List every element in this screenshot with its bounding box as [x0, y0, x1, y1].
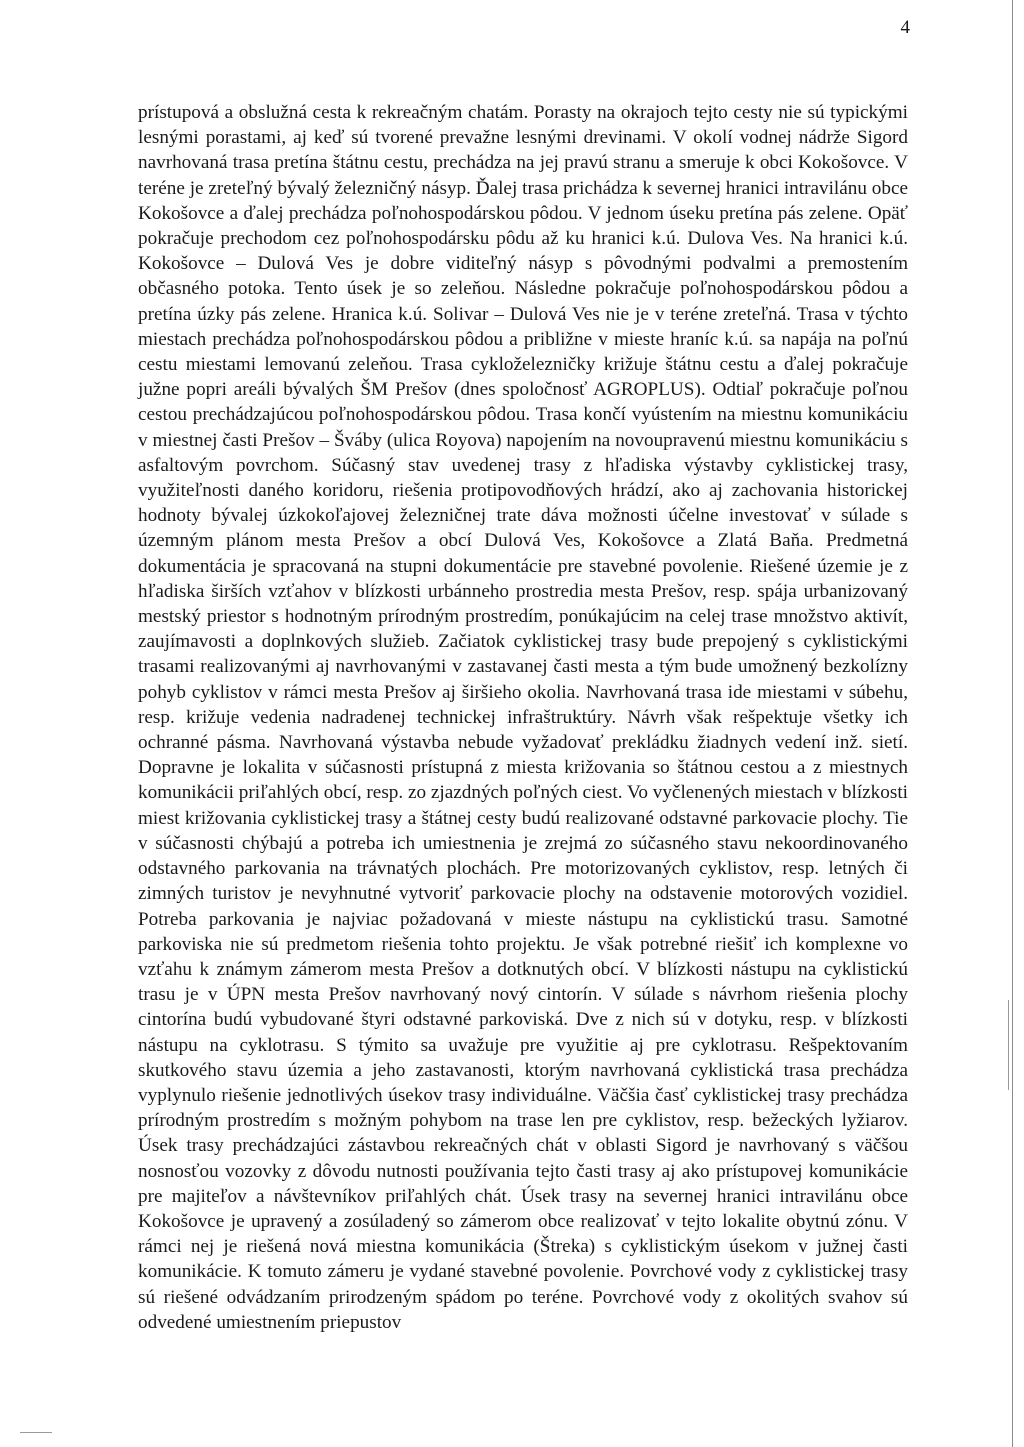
bottom-left-mark — [20, 1432, 52, 1433]
right-margin-rule — [1012, 0, 1013, 1447]
body-paragraph: prístupová a obslužná cesta k rekreačným chatám. Porasty na okrajoch tejto cesty nie sú typickými lesnými porastami, aj keď sú tvorené prevažne lesnými drevinami. V okolí vodnej nádrže Sigord navrhovaná trasa pretína štátnu cestu, prechádza na jej pravú stranu a smeruje k obci Kokošovce. V teréne je zreteľný bývalý železničný násyp. Ďalej trasa prichádza k severnej hranici intravilánu obce Kokošovce a ďalej prechádza poľnohospodárskou pôdou. V jednom úseku pretína pás zelene. Opäť pokračuje prechodom cez poľnohospodársku pôdu až ku hranici k.ú. Dulova Ves. Na hranici k.ú. Kokošovce – Dulová Ves je dobre viditeľný násyp s pôvodnými podvalmi a premostením občasného potoka. Tento úsek je so zeleňou. Následne pokračuje poľnohospodárskou pôdou a pretína úzky pás zelene. Hranica k.ú. Solivar – Dulová Ves nie je v teréne zreteľná. Trasa v týchto miestach prechádza poľnohospodárskou pôdou a približne v mieste hraníc k.ú. sa napája na poľnú cestu miestami lemovanú zeleňou. Trasa cykloželezničky križuje štátnu cestu a ďalej pokračuje južne popri areáli bývalých ŠM Prešov (dnes spoločnosť AGROPLUS). Odtiaľ pokračuje poľnou cestou prechádzajúcou poľnohospodárskou pôdou. Trasa končí vyústením na miestnu komunikáciu v miestnej časti Prešov – Šváby (ulica Royova) napojením na novoupravenú miestnu komunikáciu s asfaltovým povrchom. Súčasný stav uvedenej trasy z hľadiska výstavby cyklistickej trasy, využiteľnosti daného koridoru, riešenia protipovodňových hrádzí, ako aj zachovania historickej hodnoty bývalej úzkokoľajovej železničnej trate dáva možnosti účelne investovať v súlade s územným plánom mesta Prešov a obcí Dulová Ves, Kokošovce a Zlatá Baňa. Predmetná dokumentácia je spracovaná na stupni dokumentácie pre stavebné povolenie. Riešené územie je z hľadiska širších vzťahov v blízkosti urbánneho prostredia mesta Prešov, resp. spája urbanizovaný mestský priestor s hodnotným prírodným prostredím, ponúkajúcim na celej trase množstvo aktivít, zaujímavosti a doplnkových služieb. Začiatok cyklistickej trasy bude prepojený s cyklistickými trasami realizovanými aj navrhovanými v zastavanej časti mesta a tým bude umožnený bezkolízny pohyb cyklistov v rámci mesta Prešov aj širšieho okolia. Navrhovaná trasa ide miestami v súbehu, resp. križuje vedenia nadradenej technickej infraštruktúry. Návrh však rešpektuje všetky ich ochranné pásma. Navrhovaná výstavba nebude vyžadovať prekládku žiadnych vedení inž. sietí. Dopravne je lokalita v súčasnosti prístupná z miesta križovania so štátnou cestou a z miestnych komunikácii priľahlých obcí, resp. zo zjazdných poľných ciest. Vo vyčlenených miestach v blízkosti miest križovania cyklistickej trasy a štátnej cesty budú realizované odstavné parkovacie plochy. Tie v súčasnosti chýbajú a potreba ich umiestnenia je zrejmá zo súčasného stavu nekoordinovaného odstavného parkovania na trávnatých plochách. Pre motorizovaných cyklistov, resp. letných či zimných turistov je nevyhnutné vytvoriť parkovacie plochy na odstavenie motorových vozidiel. Potreba parkovania je najviac požadovaná v mieste nástupu na cyklistickú trasu. Samotné parkoviska nie sú predmetom riešenia tohto projektu. Je však potrebné riešiť ich komplexne vo vzťahu k známym zámerom mesta Prešov a dotknutých obcí. V blízkosti nástupu na cyklistickú trasu je v ÚPN mesta Prešov navrhovaný nový cintorín. V súlade s návrhom riešenia plochy cintorína budú vybudované štyri odstavné parkoviská. Dve z nich sú v dotyku, resp. v blízkosti nástupu na cyklotrasu. S týmito sa uvažuje pre využitie aj pre cyklotrasu. Rešpektovaním skutkového stavu územia a jeho zastavanosti, ktorým navrhovaná cyklistická trasa prechádza vyplynulo riešenie jednotlivých úsekov trasy individuálne. Väčšia časť cyklistickej trasy prechádza prírodným prostredím s možným pohybom na trase len pre cyklistov, resp. bežeckých lyžiarov. Úsek trasy prechádzajúci zástavbou rekreačných chát v oblasti Sigord je navrhovaný s väčšou nosnosťou vozovky z dôvodu nutnosti používania tejto časti trasy aj ako prístupovej komunikácie pre majiteľov a návštevníkov priľahlých chát. Úsek trasy na severnej hranici intravilánu obce Kokošovce je upravený a zosúladený so zámerom obce realizovať v tejto lokalite obytnú zónu. V rámci nej je riešená nová miestna komunikácia (Štreka) s cyklistickým úsekom v južnej časti komunikácie. K tomuto zámeru je vydané stavebné povolenie. Povrchové vody z cyklistickej trasy sú riešené odvádzaním prirodzeným spádom po teréne. Povrchové vody z okolitých svahov sú odvedené umiestnením priepustov — [138, 102, 908, 1333]
right-margin-tick — [1008, 1000, 1009, 1090]
page-number: 4 — [900, 17, 910, 38]
